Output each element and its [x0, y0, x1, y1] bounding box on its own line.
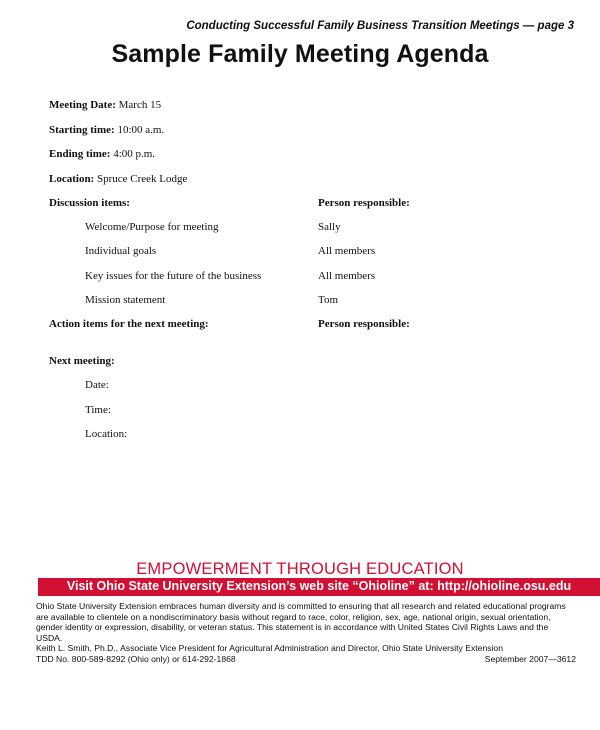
publication-date-code: September 2007—3612 — [484, 653, 576, 664]
discussion-items-label: Discussion items: — [49, 197, 130, 209]
next-meeting-location-label: Location: — [85, 428, 128, 440]
action-items-heading — [49, 318, 209, 330]
discussion-items-heading — [49, 197, 130, 209]
person-responsible-heading: Person responsible: — [318, 197, 410, 209]
location-value: Spruce Creek Lodge — [96, 173, 188, 185]
ohioline-link[interactable]: Visit Ohio State University Extension’s web site “Ohioline” at: http://ohioline.osu.edu — [66, 579, 572, 593]
starting-time-label: Starting time: — [49, 124, 115, 136]
meeting-date-label: Meeting Date: — [49, 99, 116, 111]
next-meeting-date-label: Date: — [85, 379, 109, 391]
discussion-person: All members — [318, 245, 376, 257]
discussion-item: Key issues for the future of the business — [85, 270, 262, 282]
location-label: Location: — [49, 173, 95, 185]
meeting-date-field — [49, 99, 161, 111]
diversity-statement: Ohio State University Extension embraces human diversity and is committed to ensuring that all research and related educational programs are available to clientele on a nondiscriminatory basis without regard to race, color, religion, sex, age, national origin, sexual orientation, gender identity or expression, disability, or veteran status. This statement is in accordance with United States Civil Rights Laws and the USDA. — [36, 601, 566, 643]
next-meeting-label: Next meeting: — [49, 355, 115, 367]
location-field — [49, 173, 187, 185]
discussion-person: Tom — [318, 294, 339, 306]
running-header: Conducting Successful Family Business Transition Meetings — page 3 — [186, 20, 574, 32]
ending-time-field — [49, 148, 155, 160]
next-meeting-time-label: Time: — [85, 404, 111, 416]
tdd-number: TDD No. 800-589-8292 (Ohio only) or 614-292-1868 — [36, 653, 236, 664]
signatory: Keith L. Smith, Ph.D., Associate Vice President for Agricultural Administration and Director, Ohio State University Extension — [36, 643, 503, 654]
discussion-item: Individual goals — [85, 245, 157, 257]
starting-time-field — [49, 124, 164, 136]
action-person-responsible-heading: Person responsible: — [318, 318, 410, 330]
discussion-person: All members — [318, 270, 376, 282]
ending-time-value: 4:00 p.m. — [113, 148, 156, 160]
starting-time-value: 10:00 a.m. — [117, 124, 165, 136]
banner-tagline: EMPOWERMENT THROUGH EDUCATION — [136, 560, 464, 578]
action-items-label: Action items for the next meeting: — [49, 318, 209, 330]
ending-time-label: Ending time: — [49, 148, 111, 160]
meeting-date-value: March 15 — [118, 99, 162, 111]
discussion-item: Welcome/Purpose for meeting — [85, 221, 219, 233]
next-meeting-heading — [49, 355, 115, 367]
page-title: Sample Family Meeting Agenda — [111, 40, 489, 68]
footer-last-line — [36, 654, 576, 665]
discussion-item: Mission statement — [85, 294, 166, 306]
footer — [36, 601, 576, 665]
discussion-person: Sally — [318, 221, 341, 233]
